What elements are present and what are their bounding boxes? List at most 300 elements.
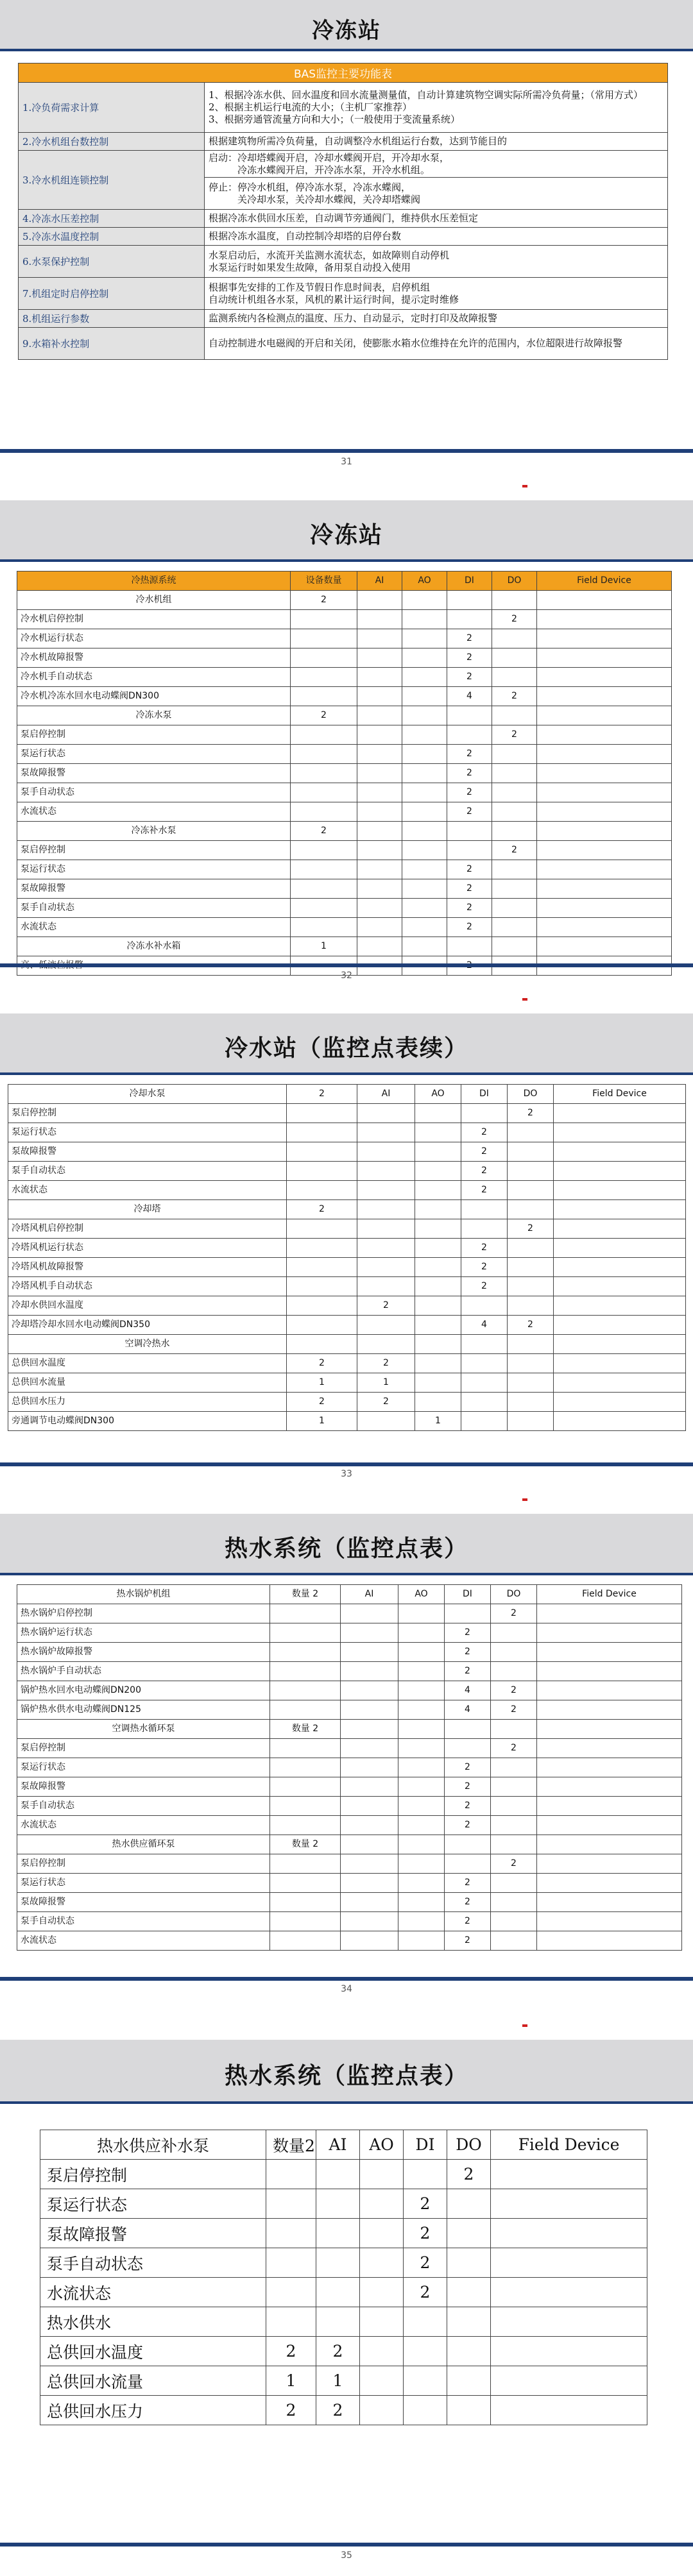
point-value-cell xyxy=(404,2307,447,2337)
point-value-cell xyxy=(291,783,357,802)
point-value-cell xyxy=(491,2189,647,2219)
point-value-cell xyxy=(492,629,537,648)
point-value-cell xyxy=(360,2337,404,2366)
point-value-cell xyxy=(266,2248,316,2278)
point-value-cell xyxy=(341,1643,398,1662)
point-value-cell xyxy=(341,1681,398,1700)
point-name-cell: 热水锅炉运行状态 xyxy=(17,1623,270,1643)
point-name-cell: 冷水机组 xyxy=(17,591,291,610)
points-table xyxy=(40,2130,647,2425)
point-value-cell xyxy=(287,1239,357,1258)
point-name-cell: 水流状态 xyxy=(17,918,291,937)
point-name-cell: 总供回水温度 xyxy=(8,1354,287,1373)
point-value-cell xyxy=(398,1874,445,1893)
point-value-cell xyxy=(554,1393,686,1412)
point-value-cell: 2 xyxy=(461,1162,508,1181)
desc-cell: 水泵启动后，水流开关监测水流状态，如故障则自动停机 水泵运行时如果发生故障，备用泵自动投入使用 xyxy=(205,246,668,278)
point-value-cell xyxy=(461,1219,508,1239)
point-name-cell: 冷却塔冷却水回水电动蝶阀DN350 xyxy=(8,1316,287,1335)
header-cell: Field Device xyxy=(554,1085,686,1104)
table-row xyxy=(17,745,672,764)
point-value-cell xyxy=(402,745,447,764)
point-value-cell: 2 xyxy=(508,1316,554,1335)
table-row xyxy=(17,648,672,668)
point-value-cell xyxy=(291,860,357,879)
function-table xyxy=(18,63,668,360)
point-value-cell xyxy=(287,1258,357,1277)
desc-cell: 根据冷冻水供回水压差，自动调节旁通阀门，维持供水压差恒定 xyxy=(205,210,668,228)
point-name-cell: 泵故障报警 xyxy=(17,764,291,783)
point-value-cell: 2 xyxy=(491,1681,537,1700)
table-row xyxy=(8,1104,686,1123)
point-value-cell: 4 xyxy=(461,1316,508,1335)
slide-5 xyxy=(0,2040,693,2576)
point-value-cell xyxy=(491,1874,537,1893)
point-value-cell xyxy=(360,2160,404,2189)
point-value-cell xyxy=(492,822,537,841)
point-value-cell xyxy=(266,2189,316,2219)
point-name-cell: 冷却水供回水温度 xyxy=(8,1296,287,1316)
point-value-cell xyxy=(492,706,537,725)
point-value-cell xyxy=(287,1335,357,1354)
point-value-cell xyxy=(316,2307,360,2337)
point-name-cell: 泵运行状态 xyxy=(17,860,291,879)
point-name-cell: 泵故障报警 xyxy=(17,1777,270,1797)
point-value-cell: 数量 2 xyxy=(270,1835,341,1854)
point-value-cell xyxy=(537,1777,682,1797)
point-value-cell xyxy=(447,937,492,956)
point-value-cell xyxy=(341,1874,398,1893)
point-value-cell xyxy=(508,1373,554,1393)
point-value-cell: 2 xyxy=(404,2189,447,2219)
point-value-cell xyxy=(492,783,537,802)
table-row xyxy=(17,899,672,918)
point-value-cell xyxy=(357,764,402,783)
points-table xyxy=(8,1084,686,1431)
point-value-cell: 1 xyxy=(357,1373,415,1393)
point-value-cell xyxy=(360,2219,404,2248)
point-value-cell xyxy=(360,2189,404,2219)
table-row xyxy=(40,2337,647,2366)
point-value-cell xyxy=(537,783,672,802)
points-table xyxy=(17,571,672,976)
point-value-cell xyxy=(270,1681,341,1700)
point-value-cell xyxy=(398,1912,445,1931)
point-value-cell xyxy=(357,783,402,802)
table-row xyxy=(8,1123,686,1142)
point-value-cell xyxy=(341,1700,398,1720)
point-value-cell xyxy=(404,2337,447,2366)
point-value-cell xyxy=(291,648,357,668)
point-value-cell xyxy=(360,2396,404,2425)
point-value-cell xyxy=(554,1181,686,1200)
point-value-cell xyxy=(402,629,447,648)
point-value-cell xyxy=(398,1662,445,1681)
table-row xyxy=(17,1681,682,1700)
point-value-cell: 2 xyxy=(445,1623,491,1643)
point-value-cell xyxy=(492,764,537,783)
point-value-cell xyxy=(398,1777,445,1797)
point-value-cell xyxy=(537,764,672,783)
point-value-cell: 2 xyxy=(447,764,492,783)
table-row xyxy=(8,1412,686,1431)
point-value-cell xyxy=(415,1393,461,1412)
table-row xyxy=(17,1643,682,1662)
point-value-cell xyxy=(357,629,402,648)
point-name-cell: 冷水机运行状态 xyxy=(17,629,291,648)
slide-3 xyxy=(0,1013,693,1488)
point-value-cell xyxy=(491,1931,537,1951)
point-value-cell xyxy=(508,1393,554,1412)
page-number: 32 xyxy=(341,970,352,981)
table-row xyxy=(8,1296,686,1316)
point-value-cell xyxy=(270,1643,341,1662)
point-value-cell xyxy=(415,1200,461,1219)
func-cell: 7.机组定时启停控制 xyxy=(19,278,205,310)
slide-3-body xyxy=(8,1104,686,1431)
point-value-cell xyxy=(270,1816,341,1835)
point-value-cell xyxy=(341,1931,398,1951)
point-name-cell: 空调热水循环泵 xyxy=(17,1720,270,1739)
header-cell: 数量2 xyxy=(266,2130,316,2160)
point-name-cell: 水流状态 xyxy=(17,1816,270,1835)
header-cell: 热水供应补水泵 xyxy=(40,2130,266,2160)
point-value-cell xyxy=(491,2337,647,2366)
header-cell: DO xyxy=(447,2130,491,2160)
point-value-cell xyxy=(270,1893,341,1912)
point-name-cell: 冷冻水补水箱 xyxy=(17,937,291,956)
point-value-cell xyxy=(402,899,447,918)
point-value-cell xyxy=(537,879,672,899)
header-cell: Field Device xyxy=(537,1585,682,1604)
point-value-cell xyxy=(491,2219,647,2248)
point-name-cell: 泵手自动状态 xyxy=(17,1912,270,1931)
point-value-cell xyxy=(537,1758,682,1777)
point-name-cell: 泵手自动状态 xyxy=(8,1162,287,1181)
point-value-cell xyxy=(270,1931,341,1951)
point-value-cell: 2 xyxy=(404,2278,447,2307)
point-value-cell xyxy=(357,591,402,610)
point-value-cell xyxy=(491,2396,647,2425)
point-value-cell xyxy=(402,668,447,687)
point-value-cell xyxy=(554,1296,686,1316)
point-value-cell xyxy=(357,1200,415,1219)
func-cell: 6.水泵保护控制 xyxy=(19,246,205,278)
point-value-cell xyxy=(402,841,447,860)
table-row xyxy=(17,725,672,745)
point-value-cell xyxy=(508,1142,554,1162)
point-value-cell xyxy=(341,1816,398,1835)
point-value-cell xyxy=(270,1874,341,1893)
header-cell: Field Device xyxy=(537,572,672,591)
point-value-cell xyxy=(357,841,402,860)
header-cell: 数量 2 xyxy=(270,1585,341,1604)
point-value-cell xyxy=(537,610,672,629)
point-value-cell xyxy=(398,1816,445,1835)
point-value-cell: 2 xyxy=(404,2219,447,2248)
point-value-cell xyxy=(445,1604,491,1623)
table-row xyxy=(17,1912,682,1931)
point-value-cell: 2 xyxy=(357,1354,415,1373)
point-name-cell: 冷冻水泵 xyxy=(17,706,291,725)
point-value-cell: 2 xyxy=(461,1258,508,1277)
point-value-cell: 2 xyxy=(492,725,537,745)
point-value-cell xyxy=(291,629,357,648)
page-number: 34 xyxy=(341,1984,352,1994)
slide-1 xyxy=(0,0,693,475)
func-cell: 9.水箱补水控制 xyxy=(19,328,205,360)
point-value-cell xyxy=(402,822,447,841)
point-value-cell xyxy=(402,591,447,610)
point-name-cell: 热水锅炉启停控制 xyxy=(17,1604,270,1623)
point-name-cell: 热水供水 xyxy=(40,2307,266,2337)
table-row xyxy=(17,629,672,648)
separator-mark xyxy=(522,485,527,487)
point-value-cell: 2 xyxy=(445,1874,491,1893)
point-value-cell xyxy=(492,918,537,937)
point-value-cell xyxy=(357,706,402,725)
point-value-cell: 2 xyxy=(491,1604,537,1623)
point-value-cell xyxy=(537,1874,682,1893)
point-value-cell xyxy=(537,841,672,860)
point-value-cell xyxy=(554,1200,686,1219)
point-value-cell xyxy=(415,1239,461,1258)
point-value-cell xyxy=(415,1354,461,1373)
point-value-cell xyxy=(270,1912,341,1931)
desc-cell: 停止：停冷水机组，停冷冻水泵，冷冻水蝶阀， 关冷却水泵，关冷却水蝶阀，关冷却塔蝶阀 xyxy=(205,178,668,210)
point-name-cell: 总供回水压力 xyxy=(40,2396,266,2425)
point-value-cell xyxy=(554,1104,686,1123)
point-value-cell xyxy=(461,1354,508,1373)
point-value-cell: 2 xyxy=(404,2248,447,2278)
point-value-cell xyxy=(357,1239,415,1258)
point-value-cell xyxy=(537,1681,682,1700)
header-cell: 冷却水泵 xyxy=(8,1085,287,1104)
point-value-cell xyxy=(357,610,402,629)
point-value-cell xyxy=(537,1931,682,1951)
point-value-cell xyxy=(491,2307,647,2337)
table-row xyxy=(17,879,672,899)
point-name-cell: 总供回水温度 xyxy=(40,2337,266,2366)
point-value-cell xyxy=(402,879,447,899)
point-value-cell xyxy=(537,1739,682,1758)
point-value-cell xyxy=(357,937,402,956)
point-value-cell xyxy=(508,1296,554,1316)
point-value-cell xyxy=(291,841,357,860)
point-value-cell xyxy=(357,648,402,668)
point-value-cell xyxy=(537,860,672,879)
point-name-cell: 水流状态 xyxy=(40,2278,266,2307)
point-name-cell: 泵故障报警 xyxy=(17,879,291,899)
point-value-cell: 1 xyxy=(415,1412,461,1431)
point-value-cell: 2 xyxy=(291,706,357,725)
func-cell: 8.机组运行参数 xyxy=(19,310,205,328)
point-value-cell xyxy=(447,2396,491,2425)
point-value-cell xyxy=(492,899,537,918)
point-value-cell: 2 xyxy=(445,1662,491,1681)
table-row xyxy=(40,2248,647,2278)
point-value-cell xyxy=(508,1277,554,1296)
point-value-cell xyxy=(447,2337,491,2366)
point-value-cell xyxy=(291,764,357,783)
point-name-cell: 泵启停控制 xyxy=(17,841,291,860)
point-value-cell xyxy=(447,822,492,841)
point-value-cell xyxy=(415,1162,461,1181)
point-value-cell xyxy=(461,1335,508,1354)
table-row xyxy=(8,1316,686,1335)
point-value-cell xyxy=(447,2248,491,2278)
point-value-cell: 2 xyxy=(492,610,537,629)
point-value-cell: 2 xyxy=(266,2337,316,2366)
point-value-cell xyxy=(508,1239,554,1258)
point-value-cell xyxy=(491,1797,537,1816)
header-cell: 设备数量 xyxy=(291,572,357,591)
point-value-cell xyxy=(415,1123,461,1142)
point-name-cell: 泵运行状态 xyxy=(17,1758,270,1777)
point-value-cell xyxy=(398,1700,445,1720)
point-value-cell xyxy=(491,2160,647,2189)
point-value-cell xyxy=(316,2219,360,2248)
desc-cell: 根据冷冻水温度，自动控制冷却塔的启停台数 xyxy=(205,228,668,246)
point-value-cell: 2 xyxy=(447,918,492,937)
point-name-cell: 泵运行状态 xyxy=(17,745,291,764)
point-value-cell xyxy=(341,1739,398,1758)
slide-5-title: 热水系统（监控点表） xyxy=(224,2062,468,2089)
separator-mark xyxy=(522,2024,527,2027)
point-value-cell: 1 xyxy=(291,937,357,956)
point-value-cell xyxy=(360,2248,404,2278)
point-value-cell xyxy=(266,2307,316,2337)
point-value-cell xyxy=(415,1373,461,1393)
func-cell: 2.冷水机组台数控制 xyxy=(19,133,205,151)
point-value-cell xyxy=(461,1412,508,1431)
point-value-cell: 2 xyxy=(491,1700,537,1720)
point-value-cell xyxy=(537,1720,682,1739)
point-value-cell xyxy=(360,2278,404,2307)
point-value-cell xyxy=(491,1720,537,1739)
table-row xyxy=(17,860,672,879)
point-value-cell xyxy=(404,2396,447,2425)
point-value-cell: 2 xyxy=(357,1296,415,1316)
point-name-cell: 冷塔风机运行状态 xyxy=(8,1239,287,1258)
point-name-cell: 泵手自动状态 xyxy=(17,899,291,918)
point-value-cell xyxy=(491,2366,647,2396)
slide-4-title: 热水系统（监控点表） xyxy=(224,1535,468,1562)
point-value-cell xyxy=(357,1412,415,1431)
point-value-cell: 2 xyxy=(461,1277,508,1296)
point-name-cell: 总供回水流量 xyxy=(40,2366,266,2396)
point-value-cell xyxy=(537,629,672,648)
point-value-cell xyxy=(537,687,672,706)
header-cell: 热水锅炉机组 xyxy=(17,1585,270,1604)
slide-2-footer-bar xyxy=(0,963,693,967)
point-value-cell xyxy=(537,1835,682,1854)
point-value-cell xyxy=(357,725,402,745)
point-value-cell xyxy=(537,1623,682,1643)
table-row xyxy=(17,668,672,687)
point-value-cell xyxy=(291,610,357,629)
point-value-cell: 2 xyxy=(287,1354,357,1373)
point-name-cell: 总供回水压力 xyxy=(8,1393,287,1412)
point-value-cell: 2 xyxy=(316,2396,360,2425)
point-value-cell: 2 xyxy=(447,629,492,648)
table-row xyxy=(17,1623,682,1643)
point-value-cell xyxy=(447,706,492,725)
point-name-cell: 冷水机故障报警 xyxy=(17,648,291,668)
point-value-cell xyxy=(291,668,357,687)
point-value-cell xyxy=(447,841,492,860)
point-name-cell: 泵手自动状态 xyxy=(17,783,291,802)
slide-2-title: 冷冻站 xyxy=(309,521,383,548)
point-value-cell xyxy=(287,1316,357,1335)
point-value-cell xyxy=(491,1816,537,1835)
point-value-cell: 2 xyxy=(508,1104,554,1123)
slide-2-body xyxy=(17,591,672,976)
point-value-cell: 2 xyxy=(461,1239,508,1258)
point-value-cell: 1 xyxy=(287,1373,357,1393)
table-row xyxy=(40,2278,647,2307)
point-value-cell xyxy=(357,687,402,706)
point-value-cell xyxy=(415,1316,461,1335)
point-name-cell: 泵手自动状态 xyxy=(17,1797,270,1816)
point-value-cell xyxy=(491,1643,537,1662)
page-number: 33 xyxy=(341,1469,352,1479)
point-value-cell xyxy=(461,1104,508,1123)
point-value-cell xyxy=(398,1681,445,1700)
point-value-cell xyxy=(537,1604,682,1623)
point-value-cell xyxy=(554,1258,686,1277)
point-value-cell xyxy=(341,1623,398,1643)
point-name-cell: 泵启停控制 xyxy=(17,725,291,745)
header-cell: 2 xyxy=(287,1085,357,1104)
point-value-cell xyxy=(537,1912,682,1931)
table-row xyxy=(17,1816,682,1835)
point-value-cell xyxy=(492,745,537,764)
point-value-cell xyxy=(537,668,672,687)
point-value-cell xyxy=(357,668,402,687)
point-value-cell xyxy=(402,860,447,879)
table-row xyxy=(17,1700,682,1720)
point-value-cell xyxy=(445,1835,491,1854)
point-value-cell xyxy=(492,879,537,899)
point-value-cell: 1 xyxy=(287,1412,357,1431)
table-row xyxy=(8,1354,686,1373)
slide-2 xyxy=(0,500,693,987)
header-row xyxy=(8,1085,686,1104)
point-value-cell xyxy=(492,648,537,668)
table-row xyxy=(17,706,672,725)
table-row xyxy=(17,1893,682,1912)
table-row xyxy=(17,610,672,629)
point-name-cell: 泵运行状态 xyxy=(8,1123,287,1142)
point-value-cell xyxy=(404,2160,447,2189)
point-value-cell xyxy=(360,2307,404,2337)
point-name-cell: 泵启停控制 xyxy=(17,1739,270,1758)
table-row xyxy=(8,1277,686,1296)
point-value-cell xyxy=(537,1854,682,1874)
point-value-cell xyxy=(447,610,492,629)
point-value-cell xyxy=(492,860,537,879)
point-value-cell xyxy=(491,1912,537,1931)
slide-5-footer-bar xyxy=(0,2543,693,2546)
point-value-cell xyxy=(554,1373,686,1393)
point-value-cell xyxy=(266,2160,316,2189)
point-value-cell xyxy=(357,1316,415,1335)
point-value-cell xyxy=(537,745,672,764)
point-value-cell: 2 xyxy=(447,668,492,687)
point-value-cell xyxy=(554,1123,686,1142)
table-row xyxy=(8,1373,686,1393)
